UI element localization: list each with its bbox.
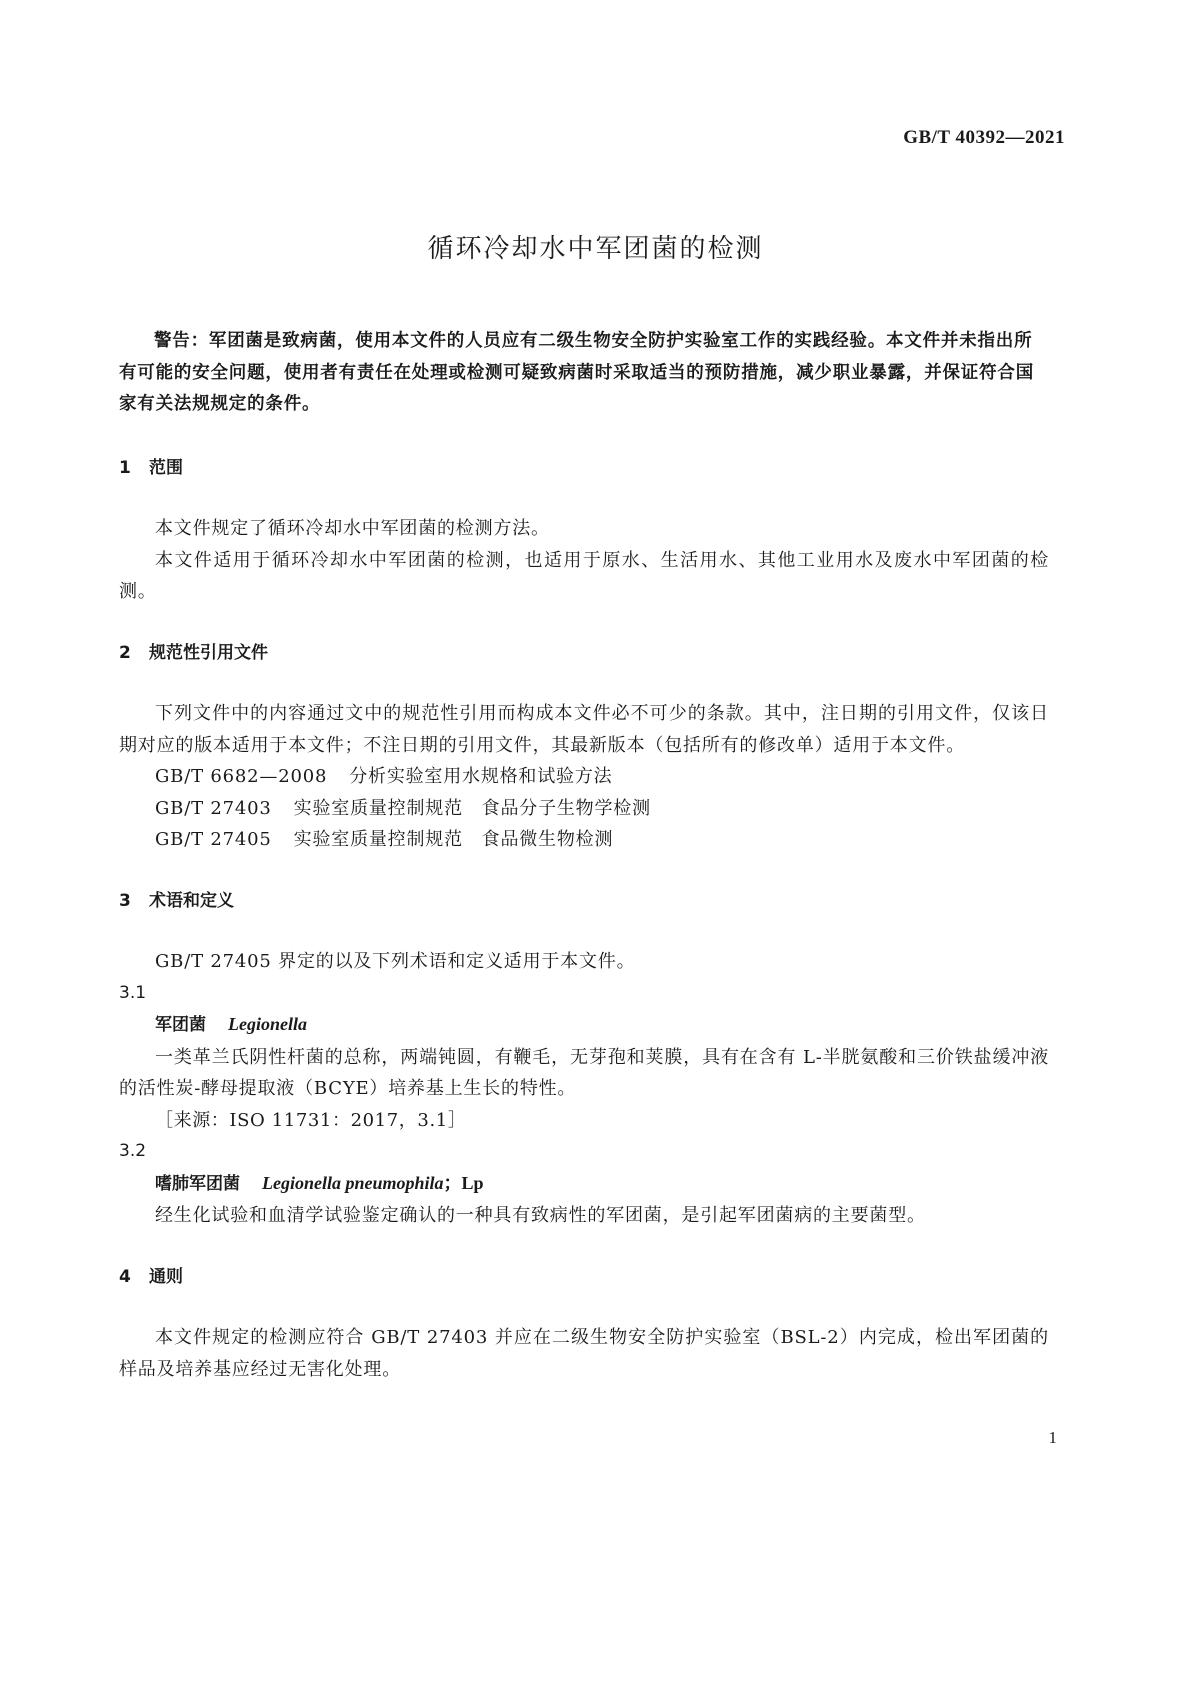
section-number: 2 [119, 642, 131, 663]
section-heading-general [119, 1262, 1049, 1294]
term-entry [119, 1009, 1049, 1042]
term-entry [119, 1168, 1049, 1201]
paragraph: 下列文件中的内容通过文中的规范性引用而构成本文件必不可少的条款。其中，注日期的引用文件，仅该日期对应的版本适用于本文件；不注日期的引用文件，其最新版本（包括所有的修改单）适用于本文件。 [119, 703, 1049, 756]
section-general-body [119, 1322, 1049, 1385]
section-number: 4 [119, 1266, 131, 1287]
reference-code: GB/T 27405 [155, 829, 272, 850]
reference-title: 分析实验室用水规格和试验方法 [349, 766, 613, 787]
reference-code: GB/T 27403 [155, 797, 272, 819]
paragraph: 本文件规定的检测应符合 GB/T 27403 并应在二级生物安全防护实验室（BSL-2）内完成，检出军团菌的样品及培养基应经过无害化处理。 [119, 1327, 1049, 1380]
section-title: 范围 [149, 457, 183, 478]
term-number: 3.2 [119, 1141, 147, 1161]
term-latin: Legionella [228, 1014, 307, 1034]
term-abbreviation: ；Lp [443, 1172, 484, 1193]
reference-item [119, 824, 1049, 856]
section-number: 1 [119, 457, 131, 478]
section-scope-body [119, 513, 1049, 608]
paragraph: 本文件适用于循环冷却水中军团菌的检测，也适用于原水、生活用水、其他工业用水及废水中军团菌的检测。 [119, 549, 1049, 602]
page-number: 1 [1048, 1428, 1057, 1447]
section-title: 规范性引用文件 [149, 642, 268, 663]
term-source: ［来源：ISO 11731：2017，3.1］ [155, 1109, 467, 1131]
reference-title: 实验室质量控制规范 食品微生物检测 [293, 829, 614, 850]
section-references-body [119, 698, 1049, 856]
paragraph: 本文件规定了循环冷却水中军团菌的检测方法。 [155, 518, 550, 539]
reference-title: 实验室质量控制规范 食品分子生物学检测 [293, 797, 651, 819]
term-latin: Legionella pneumophila [262, 1172, 444, 1193]
section-heading-terms [119, 886, 1049, 918]
paragraph: GB/T 27405 界定的以及下列术语和定义适用于本文件。 [155, 951, 636, 972]
section-terms-body [119, 946, 1049, 1232]
page-title: 循环冷却水中军团菌的检测 [427, 234, 764, 264]
reference-item [119, 793, 1049, 825]
term-definition: 经生化试验和血清学试验鉴定确认的一种具有致病性的军团菌，是引起军团菌病的主要菌型。 [155, 1205, 926, 1226]
warning-notice: 警告：军团菌是致病菌，使用本文件的人员应有二级生物安全防护实验室工作的实践经验。本文件并未指出所有可能的安全问题，使用者有责任在处理或检测可疑致病菌时采取适当的预防措施，减少职业暴露，并保证符合国家有关法规规定的条件。 [119, 331, 1034, 414]
reference-item [119, 761, 1049, 793]
term-definition: 一类革兰氏阴性杆菌的总称，两端钝圆，有鞭毛，无芽孢和荚膜，具有在含有 L-半胱氨酸和三价铁盐缓冲液的活性炭-酵母提取液（BCYE）培养基上生长的特性。 [119, 1046, 1049, 1099]
section-title: 通则 [149, 1266, 183, 1287]
term-number: 3.1 [119, 982, 147, 1003]
term-chinese: 军团菌 [155, 1015, 206, 1035]
reference-code: GB/T 6682—2008 [155, 766, 328, 787]
term-chinese: 嗜肺军团菌 [155, 1173, 240, 1194]
section-number: 3 [119, 890, 131, 911]
document-number: GB/T 40392—2021 [903, 127, 1065, 148]
section-title: 术语和定义 [149, 890, 234, 911]
document-body [119, 326, 1049, 1415]
section-heading-normative-references [119, 638, 1049, 670]
section-heading-scope [119, 453, 1049, 485]
